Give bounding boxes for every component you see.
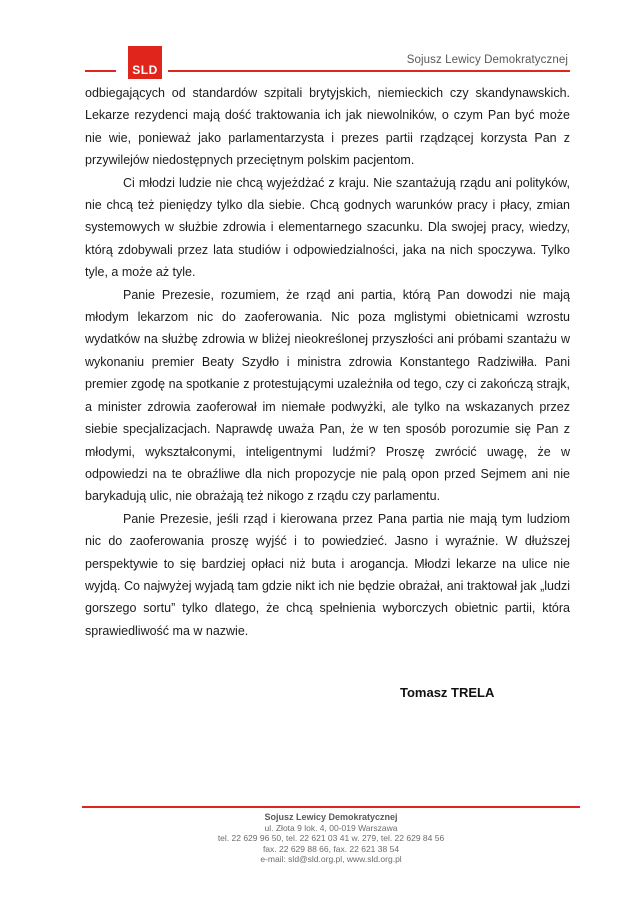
letter-body (85, 82, 570, 705)
page-footer (82, 806, 580, 865)
footer-phones: tel. 22 629 96 50, tel. 22 621 03 41 w. 279, tel. 22 629 84 56 (217, 833, 445, 843)
footer-address: ul. Złota 9 lok. 4, 00-019 Warszawa (264, 822, 398, 833)
body-paragraph: Panie Prezesie, rozumiem, że rząd ani partia, którą Pan dowodzi nie mają młodym lekarzom nic do zaoferowania. Nic poza mglistymi obietnicami wzrostu wydatków na służbę zdrowia w bliżej nieokreślonej przyszłości ani próbami szantażu w wykonaniu premier Beaty Szydło i ministra zdrowia Konstantego Radziwiłła. Pani premier zgodę na spotkanie z protestującymi uzależniła od tego, czy ci zakończą strajk, a minister zdrowia zaoferował im niemałe podwyżki, ale tylko na wskazanych przez siebie specjalizacjach. Naprawdę uważa Pan, że w ten sposób porozumie się Pan z młodymi, wykształconymi, inteligentnymi ludźmi? Proszę zwrócić uwagę, że w odpowiedzi na te obraźliwe dla nich propozycje nie palą opon przed Sejmem ani nie barykadują ulic, nie obrażają też nikogo z rządu czy parlamentu. (85, 287, 570, 504)
footer-org-name: Sojusz Lewicy Demokratycznej (264, 812, 398, 822)
footer-faxes: fax. 22 629 88 66, fax. 22 621 38 54 (262, 843, 400, 854)
sld-logo-text: SLD (132, 63, 158, 77)
sld-logo (116, 46, 168, 79)
footer-rule (82, 806, 580, 808)
letterhead (85, 0, 570, 90)
body-paragraph: Panie Prezesie, jeśli rząd i kierowana przez Pana partia nie mają tym ludziom nic do zaoferowania proszę wyjść i to powiedzieć. Jasno i wyraźnie. W dłuższej perspektywie to się bardziej opłaci niż buta i arogancja. Młodzi lekarze na ulice nie wyjdą. Co najwyżej wyjadą tam gdzie nikt ich nie będzie obrażał, ani traktował jak „ludzi gorszego sortu” tylko dlatego, że chcą spełnienia wyborczych obietnic partii, która sprawiedliwość ma w nazwie. (85, 511, 570, 638)
body-paragraph: odbiegających od standardów szpitali brytyjskich, niemieckich czy skandynawskich. Lekarze rezydenci mają dość traktowania ich jak niewolników, o czym Pan być może nie wie, ponieważ jako parlamentarzysta i prezes partii rządzącej korzysta Pan z przywilejów niedostępnych przeciętnym polskim pacjentom. (85, 86, 570, 168)
signature-name: Tomasz TRELA (400, 685, 495, 701)
header-org-name: Sojusz Lewicy Demokratycznej (406, 54, 568, 66)
footer-email-web: e-mail: sld@sld.org.pl, www.sld.org.pl (260, 854, 402, 864)
body-paragraph: Ci młodzi ludzie nie chcą wyjeżdżać z kraju. Nie szantażują rządu ani polityków, nie chcą też pieniędzy tylko dla siebie. Chcą godnych warunków pracy i płacy, zmian systemowych w służbie zdrowia i elementarnego szacunku. Dla swojej pracy, wiedzy, którą zdobywali przez lata studiów i odpowiedzialności, jaka na nich spoczywa. Tylko tyle, a może aż tyle. (85, 175, 570, 280)
